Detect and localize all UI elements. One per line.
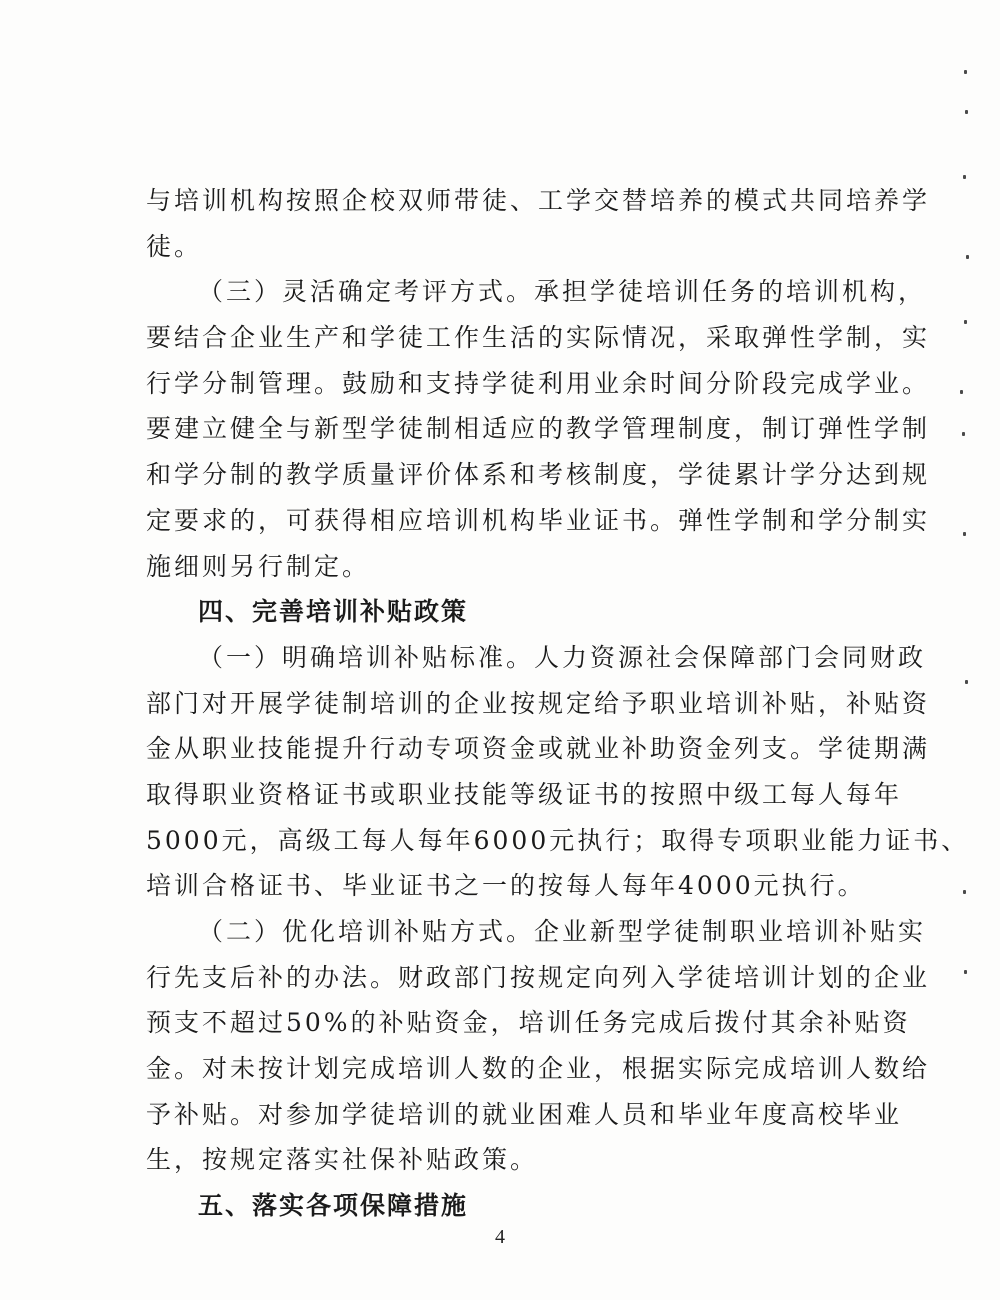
text-line: 培训合格证书、毕业证书之一的按每人每年4000元执行。	[146, 871, 866, 901]
scan-speck	[963, 532, 966, 536]
scan-speck	[966, 255, 969, 259]
text-line: 取得职业资格证书或职业技能等级证书的按照中级工每人每年	[146, 779, 903, 809]
text-line: 定要求的，可获得相应培训机构毕业证书。弹性学制和学分制实	[146, 505, 931, 535]
scan-speck	[962, 432, 965, 436]
text-line: 生，按规定落实社保补贴政策。	[146, 1145, 539, 1175]
text-line: 部门对开展学徒制培训的企业按规定给予职业培训补贴，补贴资	[146, 688, 931, 718]
page-number: 4	[495, 1226, 505, 1248]
scan-speck	[963, 890, 966, 894]
text-line: 行先支后补的办法。财政部门按规定向列入学徒培训计划的企业	[146, 962, 931, 992]
text-line: 徒。	[146, 231, 203, 261]
paragraph-first-line: （一）明确培训补贴标准。人力资源社会保障部门会同财政	[198, 642, 927, 672]
scan-speck	[965, 110, 968, 114]
scan-speck	[963, 175, 966, 179]
text-line: 金。对未按计划完成培训人数的企业，根据实际完成培训人数给	[146, 1054, 931, 1084]
paragraph-first-line: （三）灵活确定考评方式。承担学徒培训任务的培训机构，	[198, 277, 927, 307]
section-heading: 四、完善培训补贴政策	[198, 597, 469, 627]
text-line: 予补贴。对参加学徒培训的就业困难人员和毕业年度高校毕业	[146, 1099, 903, 1129]
scan-margin-marks	[954, 40, 974, 990]
scan-speck	[964, 970, 967, 974]
scan-speck	[964, 320, 967, 324]
paragraph-first-line: （二）优化培训补贴方式。企业新型学徒制职业培训补贴实	[198, 917, 927, 946]
text-line: 和学分制的教学质量评价体系和考核制度，学徒累计学分达到规	[146, 460, 931, 490]
text-line: 5000元，高级工每人每年6000元执行；取得专项职业能力证书、	[146, 825, 970, 855]
text-line: 要建立健全与新型学徒制相适应的教学管理制度，制订弹性学制	[146, 414, 931, 444]
text-line: 行学分制管理。鼓励和支持学徒利用业余时间分阶段完成学业。	[146, 368, 931, 398]
scan-speck	[965, 680, 968, 684]
document-body	[146, 178, 970, 1229]
text-line: 要结合企业生产和学徒工作生活的实际情况，采取弹性学制，实	[146, 323, 931, 353]
text-line: 施细则另行制定。	[146, 551, 371, 581]
scan-speck	[964, 70, 967, 74]
text-line: 金从职业技能提升行动专项资金或就业补助资金列支。学徒期满	[146, 734, 931, 764]
text-line: 与培训机构按照企校双师带徒、工学交替培养的模式共同培养学	[146, 186, 931, 215]
section-heading: 五、落实各项保障措施	[198, 1191, 469, 1221]
scan-speck	[960, 390, 963, 394]
text-line: 预支不超过50%的补贴资金，培训任务完成后拨付其余补贴资	[146, 1008, 911, 1038]
